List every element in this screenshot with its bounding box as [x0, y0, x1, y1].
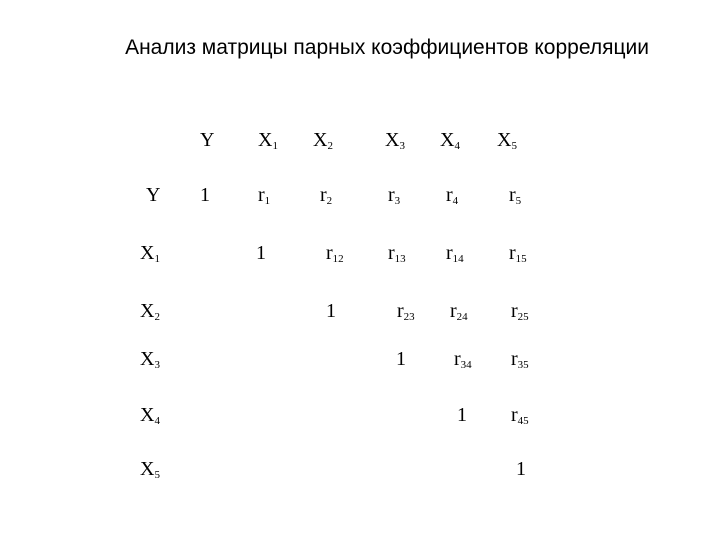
matrix-row-label: $X_4$ [140, 404, 160, 427]
matrix-cell: $r_4$ [446, 184, 459, 207]
matrix-row-label: $X_3$ [140, 348, 160, 371]
matrix-cell: $r_{34}$ [454, 348, 472, 371]
matrix-row-label: $X_5$ [140, 458, 160, 481]
matrix-cell: $r_{12}$ [326, 242, 344, 265]
matrix-cell: $r_3$ [388, 184, 401, 207]
matrix-cell: $r_1$ [258, 184, 271, 207]
matrix-cell: 1 [326, 300, 336, 322]
matrix-cell: $r_{24}$ [450, 300, 468, 323]
matrix-cell: $r_{23}$ [397, 300, 415, 323]
slide-title: Анализ матрицы парных коэффициентов корреляции [125, 36, 649, 59]
matrix-col-header: $X_5$ [497, 129, 517, 152]
matrix-col-header: $X_2$ [313, 129, 333, 152]
matrix-col-header: $X_3$ [385, 129, 405, 152]
matrix-cell: 1 [256, 242, 266, 264]
matrix-cell: $r_{35}$ [511, 348, 529, 371]
matrix-cell: $r_{13}$ [388, 242, 406, 265]
matrix-cell: $r_2$ [320, 184, 333, 207]
matrix-row-label: $X_2$ [140, 300, 160, 323]
matrix-row-label: $X_1$ [140, 242, 160, 265]
matrix-cell: 1 [200, 184, 210, 206]
matrix-cell: $r_5$ [509, 184, 522, 207]
matrix-cell: $r_{15}$ [509, 242, 527, 265]
matrix-col-header: $X_1$ [258, 129, 278, 152]
matrix-col-header: $X_4$ [440, 129, 460, 152]
matrix-cell: $r_{25}$ [511, 300, 529, 323]
matrix-cell: 1 [457, 404, 467, 426]
matrix-cell: 1 [396, 348, 406, 370]
matrix-row-label: Y [146, 184, 161, 206]
matrix-cell: 1 [516, 458, 526, 480]
matrix-cell: $r_{45}$ [511, 404, 529, 427]
matrix-cell: $r_{14}$ [446, 242, 464, 265]
matrix-col-header: Y [200, 129, 215, 151]
